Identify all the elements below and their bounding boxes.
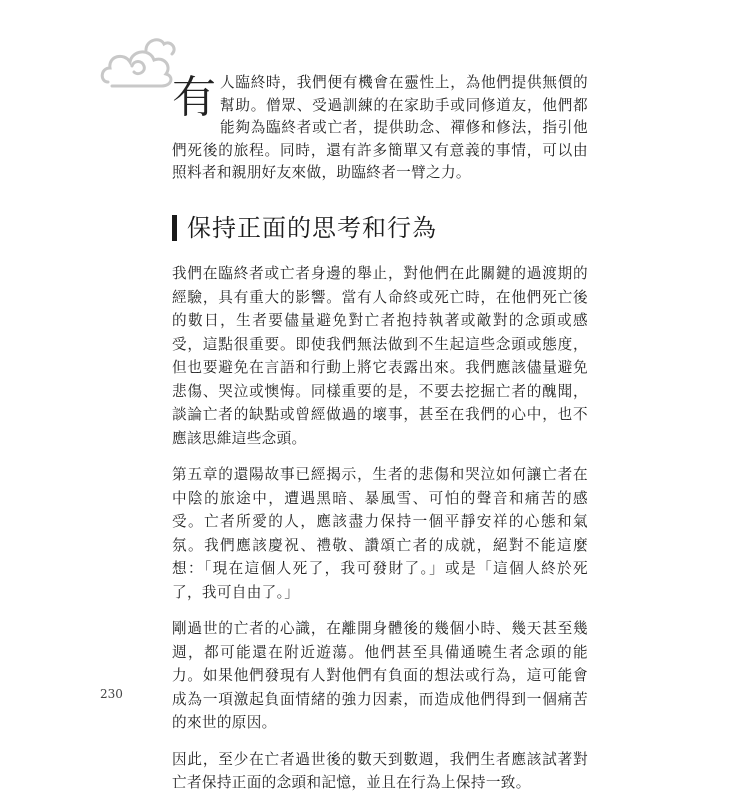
intro-paragraph: [172, 72, 588, 185]
intro-text: 人臨終時，我們便有機會在靈性上，為他們提供無價的幫助。僧眾、受過訓練的在家助手或同修道友，他們都能夠為臨終者或亡者，提供助念、禪修和修法，指引他們死後的旅程。同時，還有許多簡單又有意義的事情，可以由照料者和親朋好友來做，助臨終者一臂之力。: [172, 74, 588, 182]
body-paragraph: 剛過世的亡者的心識，在離開身體後的幾個小時、幾天甚至幾週，都可能還在附近遊蕩。他們甚至具備通曉生者念頭的能力。如果他們發現有人對他們有負面的想法或行為，這可能會成為一項激起負面情緒的強力因素，而造成他們得到一個痛苦的來世的原因。: [172, 620, 588, 731]
heading-marker: [172, 215, 177, 241]
body-paragraph: 第五章的還陽故事已經揭示，生者的悲傷和哭泣如何讓亡者在中陰的旅途中，遭遇黑暗、暴風雪、可怕的聲音和痛苦的感受。亡者所愛的人，應該盡力保持一個平靜安祥的心態和氣氛。我們應該慶祝、禮敬、讚頌亡者的成就，絕對不能這麼想：「現在這個人死了，我可發財了。」或是「這個人終於死了，我可自由了。」: [172, 466, 588, 601]
page-number: 230: [100, 687, 123, 701]
body-paragraph: 因此，至少在亡者過世後的數天到數週，我們生者應該試著對亡者保持正面的念頭和記憶，並且在行為上保持一致。: [172, 750, 588, 791]
section-heading: [172, 214, 437, 242]
cloud-ornament-icon: [98, 30, 180, 92]
section-body: [172, 262, 588, 808]
drop-cap: 有: [172, 72, 216, 123]
section-title: 保持正面的思考和行為: [187, 214, 437, 242]
body-paragraph: 我們在臨終者或亡者身邊的舉止，對他們在此關鍵的過渡期的經驗，具有重大的影響。當有人命終或死亡時，在他們死亡後的數日，生者要儘量避免對亡者抱持執著或敵對的念頭或感受，這點很重要。即使我們無法做到不生起這些念頭或態度，但也要避免在言語和行動上將它表露出來。我們應該儘量避免悲傷、哭泣或懊悔。同樣重要的是，不要去挖掘亡者的醜聞，談論亡者的缺點或曾經做過的壞事，甚至在我們的心中，也不應該思維這些念頭。: [172, 265, 588, 447]
